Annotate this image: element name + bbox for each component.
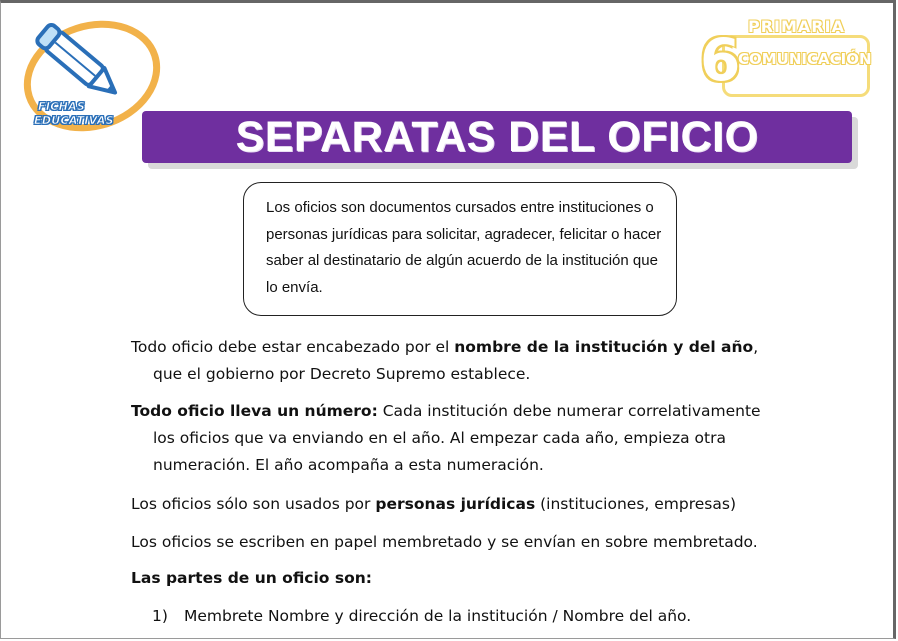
title-banner: [142, 111, 852, 163]
paragraph-heading-rule: [131, 334, 831, 388]
p1-bold: nombre de la institución y del año: [454, 338, 754, 356]
p2-continuation-1: los oficios que va enviando en el año. Al empezar cada año, empieza otra: [153, 429, 726, 447]
list-item-text: Membrete Nombre y dirección de la institución / Nombre del año.: [184, 607, 692, 625]
paragraph-letterhead: [131, 529, 831, 556]
logo-text-educativas: EDUCATIVAS: [34, 114, 114, 127]
p3-text-before: Los oficios sólo son usados por: [131, 495, 376, 513]
grade-badge: [700, 17, 880, 103]
subject-label: COMUNICACIÓN: [738, 50, 872, 68]
p1-text-before: Todo oficio debe estar encabezado por el: [131, 338, 455, 356]
p1-continuation: que el gobierno por Decreto Supremo establece.: [153, 365, 531, 383]
list-item: [152, 603, 852, 630]
p3-text-after: (instituciones, empresas): [535, 495, 736, 513]
p5-bold: Las partes de un oficio son:: [131, 569, 372, 587]
definition-text: Los oficios son documentos cursados entre instituciones o personas jurídicas para solicitar, agradecer, felicitar o hacer saber al destinatario de algún acuerdo de la institución que lo envía.: [266, 199, 662, 296]
definition-box: [243, 182, 677, 316]
p4-text: Los oficios se escriben en papel membretado y se envían en sobre membretado.: [131, 533, 758, 551]
parts-heading: [131, 565, 831, 592]
p2-bold: Todo oficio lleva un número:: [131, 402, 378, 420]
paragraph-legal-persons: [131, 491, 831, 518]
p1-text-after: ,: [753, 338, 759, 356]
p2-continuation-2: numeración. El año acompaña a esta numeración.: [153, 456, 544, 474]
page-title: SEPARATAS DEL OFICIO: [235, 112, 759, 161]
grade-level-label: PRIMARIA: [748, 17, 845, 36]
p3-bold: personas jurídicas: [375, 495, 536, 513]
p2-text-after: Cada institución debe numerar correlativamente: [377, 402, 761, 420]
logo-text-fichas: FICHAS: [38, 100, 86, 113]
grade-number: 6: [700, 26, 741, 94]
paragraph-number-rule: [131, 398, 831, 479]
list-item-number: 1): [152, 607, 168, 625]
